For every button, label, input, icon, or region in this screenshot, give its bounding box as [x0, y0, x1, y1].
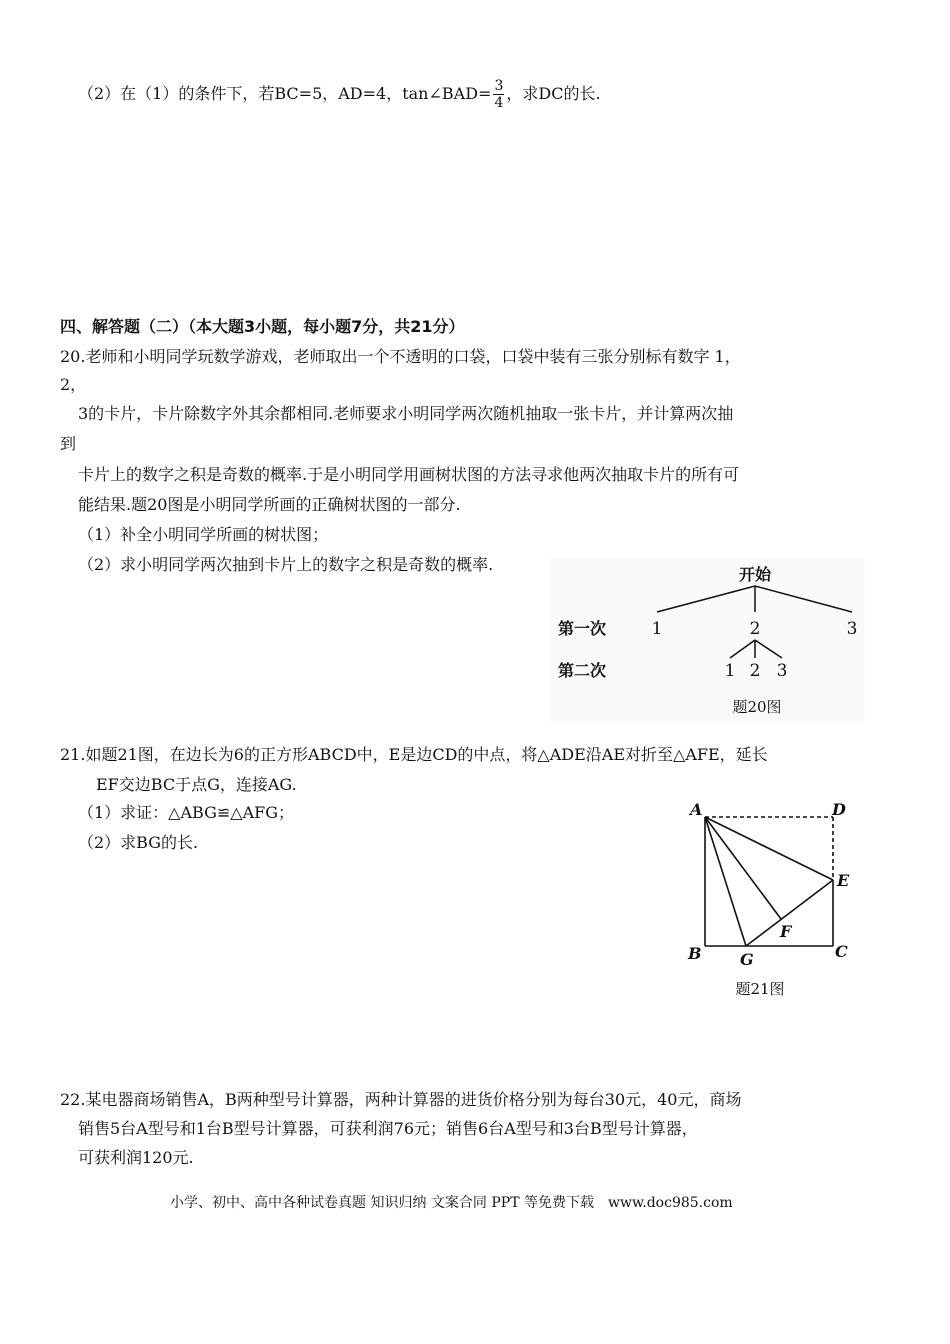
q20-line: （1）补全小明同学所画的树状图； [78, 525, 329, 544]
point-label-B: B [688, 944, 702, 963]
q19-part2 [78, 78, 601, 111]
tree-node: 3 [776, 661, 788, 681]
fraction-denominator: 4 [494, 95, 504, 111]
q22-line: 22.某电器商场销售A，B两种型号计算器，两种计算器的进货价格分别为每台30元，40元，商场 [60, 1090, 742, 1109]
q19-text: （2）在（1）的条件下，若BC=5，AD=4，tan∠BAD= [78, 84, 492, 103]
q20-line: 卡片上的数字之积是奇数的概率.于是小明同学用画树状图的方法寻求他两次抽取卡片的所有可 [78, 465, 740, 484]
q21-line: （1）求证：△ABG≌△AFG； [78, 803, 295, 822]
tree-node: 2 [749, 619, 761, 639]
q22-line: 可获利润120元. [78, 1148, 194, 1167]
segment-AF [705, 817, 781, 919]
q20-line: 能结果.题20图是小明同学所画的正确树状图的一部分. [78, 495, 461, 514]
level2-label: 第二次 [558, 661, 607, 680]
square-geometry-figure [680, 795, 865, 1005]
level1-label: 第一次 [558, 619, 607, 638]
q22-line: 销售5台A型号和1台B型号计算器，可获利润76元；销售6台A型号和3台B型号计算器， [78, 1119, 698, 1138]
point-label-G: G [740, 950, 754, 969]
point-label-F: F [780, 922, 792, 941]
tree-node: 3 [846, 619, 858, 639]
q20-line: 到 [60, 434, 77, 453]
tree-node: 2 [749, 661, 761, 681]
point-label-E: E [837, 871, 850, 890]
tree-node: 1 [651, 619, 663, 639]
tree-root: 开始 [738, 565, 772, 584]
q21-line: EF交边BC于点G，连接AG. [96, 775, 297, 794]
segment-AG [705, 817, 746, 946]
figure-background [550, 558, 865, 723]
q21-line: （2）求BG的长. [78, 833, 199, 852]
point-label-A: A [690, 800, 703, 819]
fraction [493, 78, 504, 111]
q21-line: 21.如题21图，在边长为6的正方形ABCD中，E是边CD的中点，将△ADE沿AE对折至△AFE，延长 [60, 745, 768, 764]
q19-text-end: ，求DC的长. [506, 84, 601, 103]
point-label-D: D [832, 800, 846, 819]
section-heading: 四、解答题（二）（本大题3小题，每小题7分，共21分） [60, 317, 465, 336]
fraction-numerator: 3 [494, 78, 504, 94]
q20-line: 20.老师和小明同学玩数学游戏，老师取出一个不透明的口袋，口袋中装有三张分别标有数字 1， [60, 347, 741, 366]
segment-AE [705, 817, 833, 880]
q20-line: （2）求小明同学两次抽到卡片上的数字之积是奇数的概率. [78, 555, 494, 574]
q20-line: 2， [60, 375, 87, 394]
tree-node: 1 [724, 661, 736, 681]
figure-caption: 题21图 [735, 980, 785, 998]
footer-text: 小学、初中、高中各种试卷真题 知识归纳 文案合同 PPT 等免费下载 www.doc985.com [170, 1195, 733, 1211]
figure-caption: 题20图 [732, 698, 782, 716]
q20-line: 3的卡片，卡片除数字外其余都相同.老师要求小明同学两次随机抽取一张卡片，并计算两次抽 [78, 404, 734, 423]
point-label-C: C [835, 942, 848, 961]
tree-diagram-figure [550, 558, 865, 723]
